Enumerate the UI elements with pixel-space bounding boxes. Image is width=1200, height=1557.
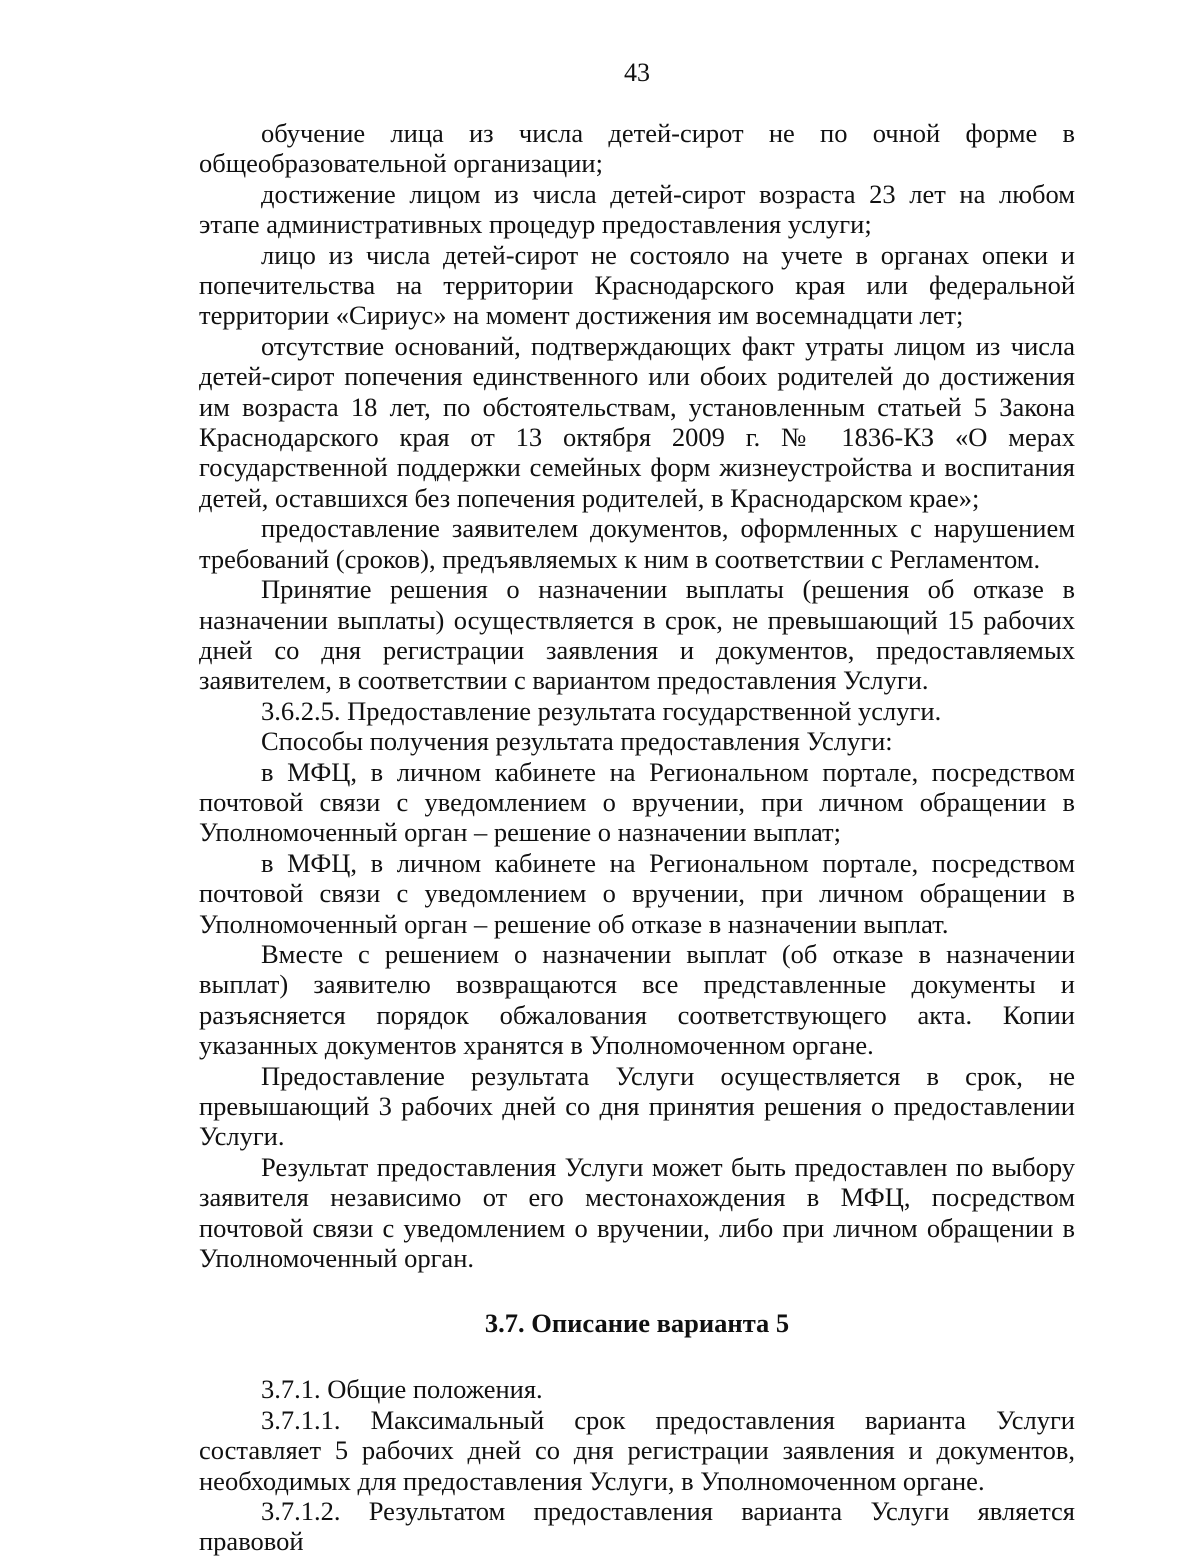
- paragraph: Способы получения результата предоставления Услуги:: [261, 726, 893, 757]
- paragraph: 3.7.1. Общие положения.: [261, 1374, 543, 1405]
- document-body: [199, 118, 1075, 1557]
- paragraph: отсутствие оснований, подтверждающих факт утраты лицом из числа детей-сирот попечения единственного или обоих родителей до достижения им возраста 18 лет, по обстоятельствам, установленным статьей 5 Закона Краснодарского края от 13 октября 2009 г. № 1836-КЗ «О мерах государственной поддержки семейных форм жизнеустройства и воспитания детей, оставшихся без попечения родителей, в Краснодарском крае»;: [199, 330, 1075, 513]
- section-heading: 3.7. Описание варианта 5: [484, 1308, 790, 1339]
- document-page: [199, 0, 1075, 1557]
- paragraph: Вместе с решением о назначении выплат (об отказе в назначении выплат) заявителю возвращаются все представленные документы и разъясняется порядок обжалования соответствующего акта. Копии указанных документов хранятся в Уполномоченном органе.: [199, 938, 1075, 1061]
- paragraph: обучение лица из числа детей-сирот не по очной форме в общеобразовательной организации;: [199, 118, 1075, 179]
- paragraph: Принятие решения о назначении выплаты (решения об отказе в назначении выплаты) осуществляется в срок, не превышающий 15 рабочих дней со дня регистрации заявления и документов, предоставляемых заявителем, в соответствии с вариантом предоставления Услуги.: [199, 574, 1075, 696]
- paragraph: 3.7.1.1. Максимальный срок предоставления варианта Услуги составляет 5 рабочих дней со дня регистрации заявления и документов, необходимых для предоставления Услуги, в Уполномоченном органе.: [199, 1404, 1075, 1496]
- paragraph: 3.7.1.2. Результатом предоставления варианта Услуги является правовой: [199, 1496, 1075, 1557]
- paragraph: Предоставление результата Услуги осуществляется в срок, не превышающий 3 рабочих дней со дня принятия решения о предоставлении Услуги.: [199, 1060, 1075, 1152]
- paragraph: лицо из числа детей-сирот не состояло на учете в органах опеки и попечительства на территории Краснодарского края или федеральной территории «Сириус» на момент достижения им восемнадцати лет;: [199, 239, 1075, 331]
- paragraph: предоставление заявителем документов, оформленных с нарушением требований (сроков), предъявляемых к ним в соответствии с Регламентом.: [199, 513, 1075, 574]
- paragraph: Результат предоставления Услуги может быть предоставлен по выбору заявителя независимо от его местонахождения в МФЦ, посредством почтовой связи с уведомлением о вручении, либо при личном обращении в Уполномоченный орган.: [199, 1151, 1075, 1274]
- paragraph: 3.6.2.5. Предоставление результата государственной услуги.: [261, 695, 942, 726]
- paragraph: достижение лицом из числа детей-сирот возраста 23 лет на любом этапе административных процедур предоставления услуги;: [199, 178, 1075, 240]
- paragraph: в МФЦ, в личном кабинете на Региональном портале, посредством почтовой связи с уведомлением о вручении, при личном обращении в Уполномоченный орган – решение о назначении выплат;: [199, 756, 1075, 848]
- paragraph: в МФЦ, в личном кабинете на Региональном портале, посредством почтовой связи с уведомлением о вручении, при личном обращении в Уполномоченный орган – решение об отказе в назначении выплат.: [199, 847, 1075, 939]
- page-number: 43: [624, 58, 650, 87]
